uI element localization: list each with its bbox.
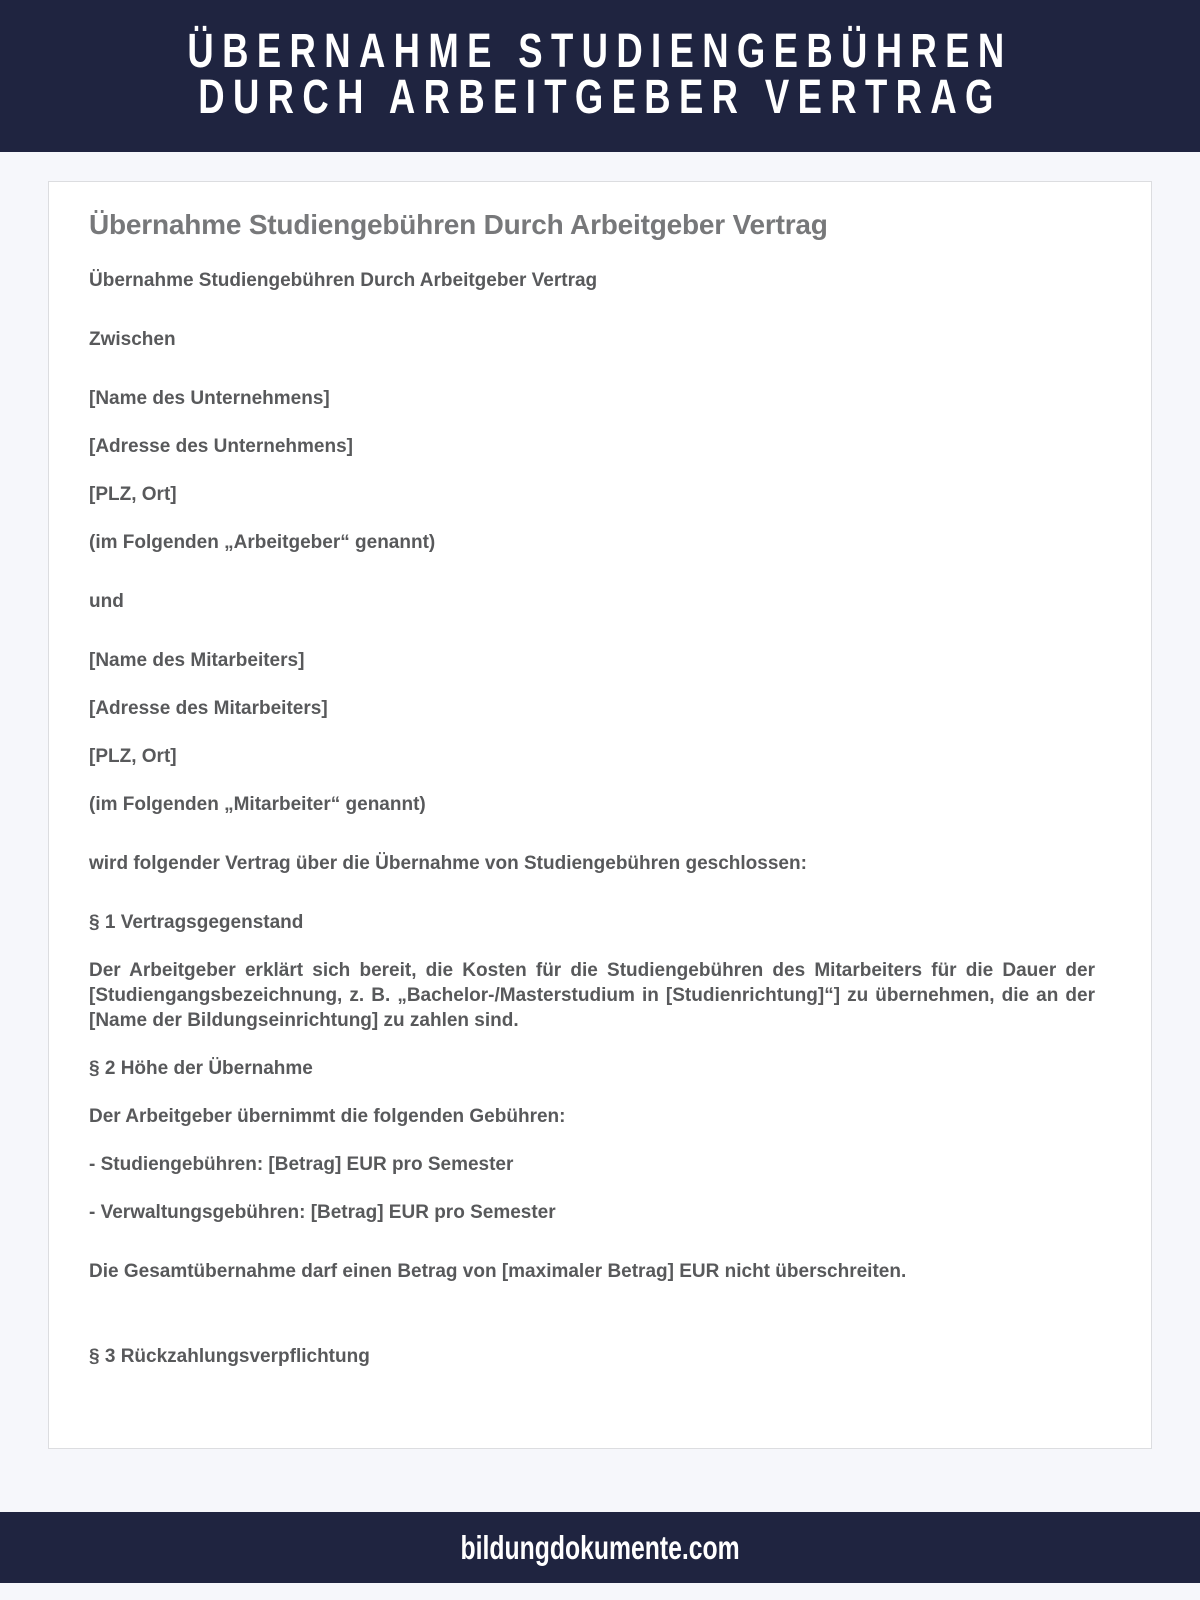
paragraph: [Adresse des Unternehmens] — [89, 436, 353, 457]
paragraph: Die Gesamtübernahme darf einen Betrag von [maximaler Betrag] EUR nicht überschreiten. — [89, 1261, 907, 1282]
document-card — [48, 181, 1152, 1449]
footer-site-name: bildungdokumente.com — [460, 1528, 740, 1566]
paragraph: - Studiengebühren: [Betrag] EUR pro Semester — [89, 1154, 514, 1175]
paragraph: Übernahme Studiengebühren Durch Arbeitgeber Vertrag — [89, 270, 598, 291]
paragraph: § 1 Vertragsgegenstand — [89, 912, 304, 933]
paragraph: [PLZ, Ort] — [89, 484, 177, 505]
paragraph: wird folgender Vertrag über die Übernahme von Studiengebühren geschlossen: — [89, 853, 807, 874]
paragraph: Der Arbeitgeber erklärt sich bereit, die Kosten für die Studiengebühren des Mitarbeiters für die Dauer der [Studiengangsbezeichnung, z. B. „Bachelor-/Masterstudium in [Studienrichtung]“] zu übernehmen, die an der [Name der Bildungseinrichtung] zu zahlen sind. — [89, 960, 1095, 1031]
banner-title-line2: DURCH ARBEITGEBER VERTRAG — [198, 71, 1002, 124]
paragraph: § 2 Höhe der Übernahme — [89, 1058, 313, 1079]
document-title: Übernahme Studiengebühren Durch Arbeitgeber Vertrag — [89, 209, 828, 240]
page-footer — [0, 1512, 1200, 1583]
paragraph: Der Arbeitgeber übernimmt die folgenden Gebühren: — [89, 1106, 566, 1127]
paragraph: (im Folgenden „Arbeitgeber“ genannt) — [89, 532, 436, 553]
paragraph: (im Folgenden „Mitarbeiter“ genannt) — [89, 794, 426, 815]
paragraph: Zwischen — [89, 329, 176, 350]
paragraph: und — [89, 591, 124, 612]
banner-title-line1: ÜBERNAHME STUDIENGEBÜHREN — [187, 25, 1013, 78]
paragraph: § 3 Rückzahlungsverpflichtung — [89, 1346, 370, 1367]
paragraph: - Verwaltungsgebühren: [Betrag] EUR pro Semester — [89, 1202, 556, 1223]
banner-title — [144, 25, 1056, 124]
paragraph: [PLZ, Ort] — [89, 746, 177, 767]
paragraph: [Adresse des Mitarbeiters] — [89, 698, 328, 719]
page-header-banner — [0, 0, 1200, 152]
paragraph: [Name des Mitarbeiters] — [89, 650, 305, 671]
document-body — [89, 268, 1095, 1369]
paragraph: [Name des Unternehmens] — [89, 388, 330, 409]
